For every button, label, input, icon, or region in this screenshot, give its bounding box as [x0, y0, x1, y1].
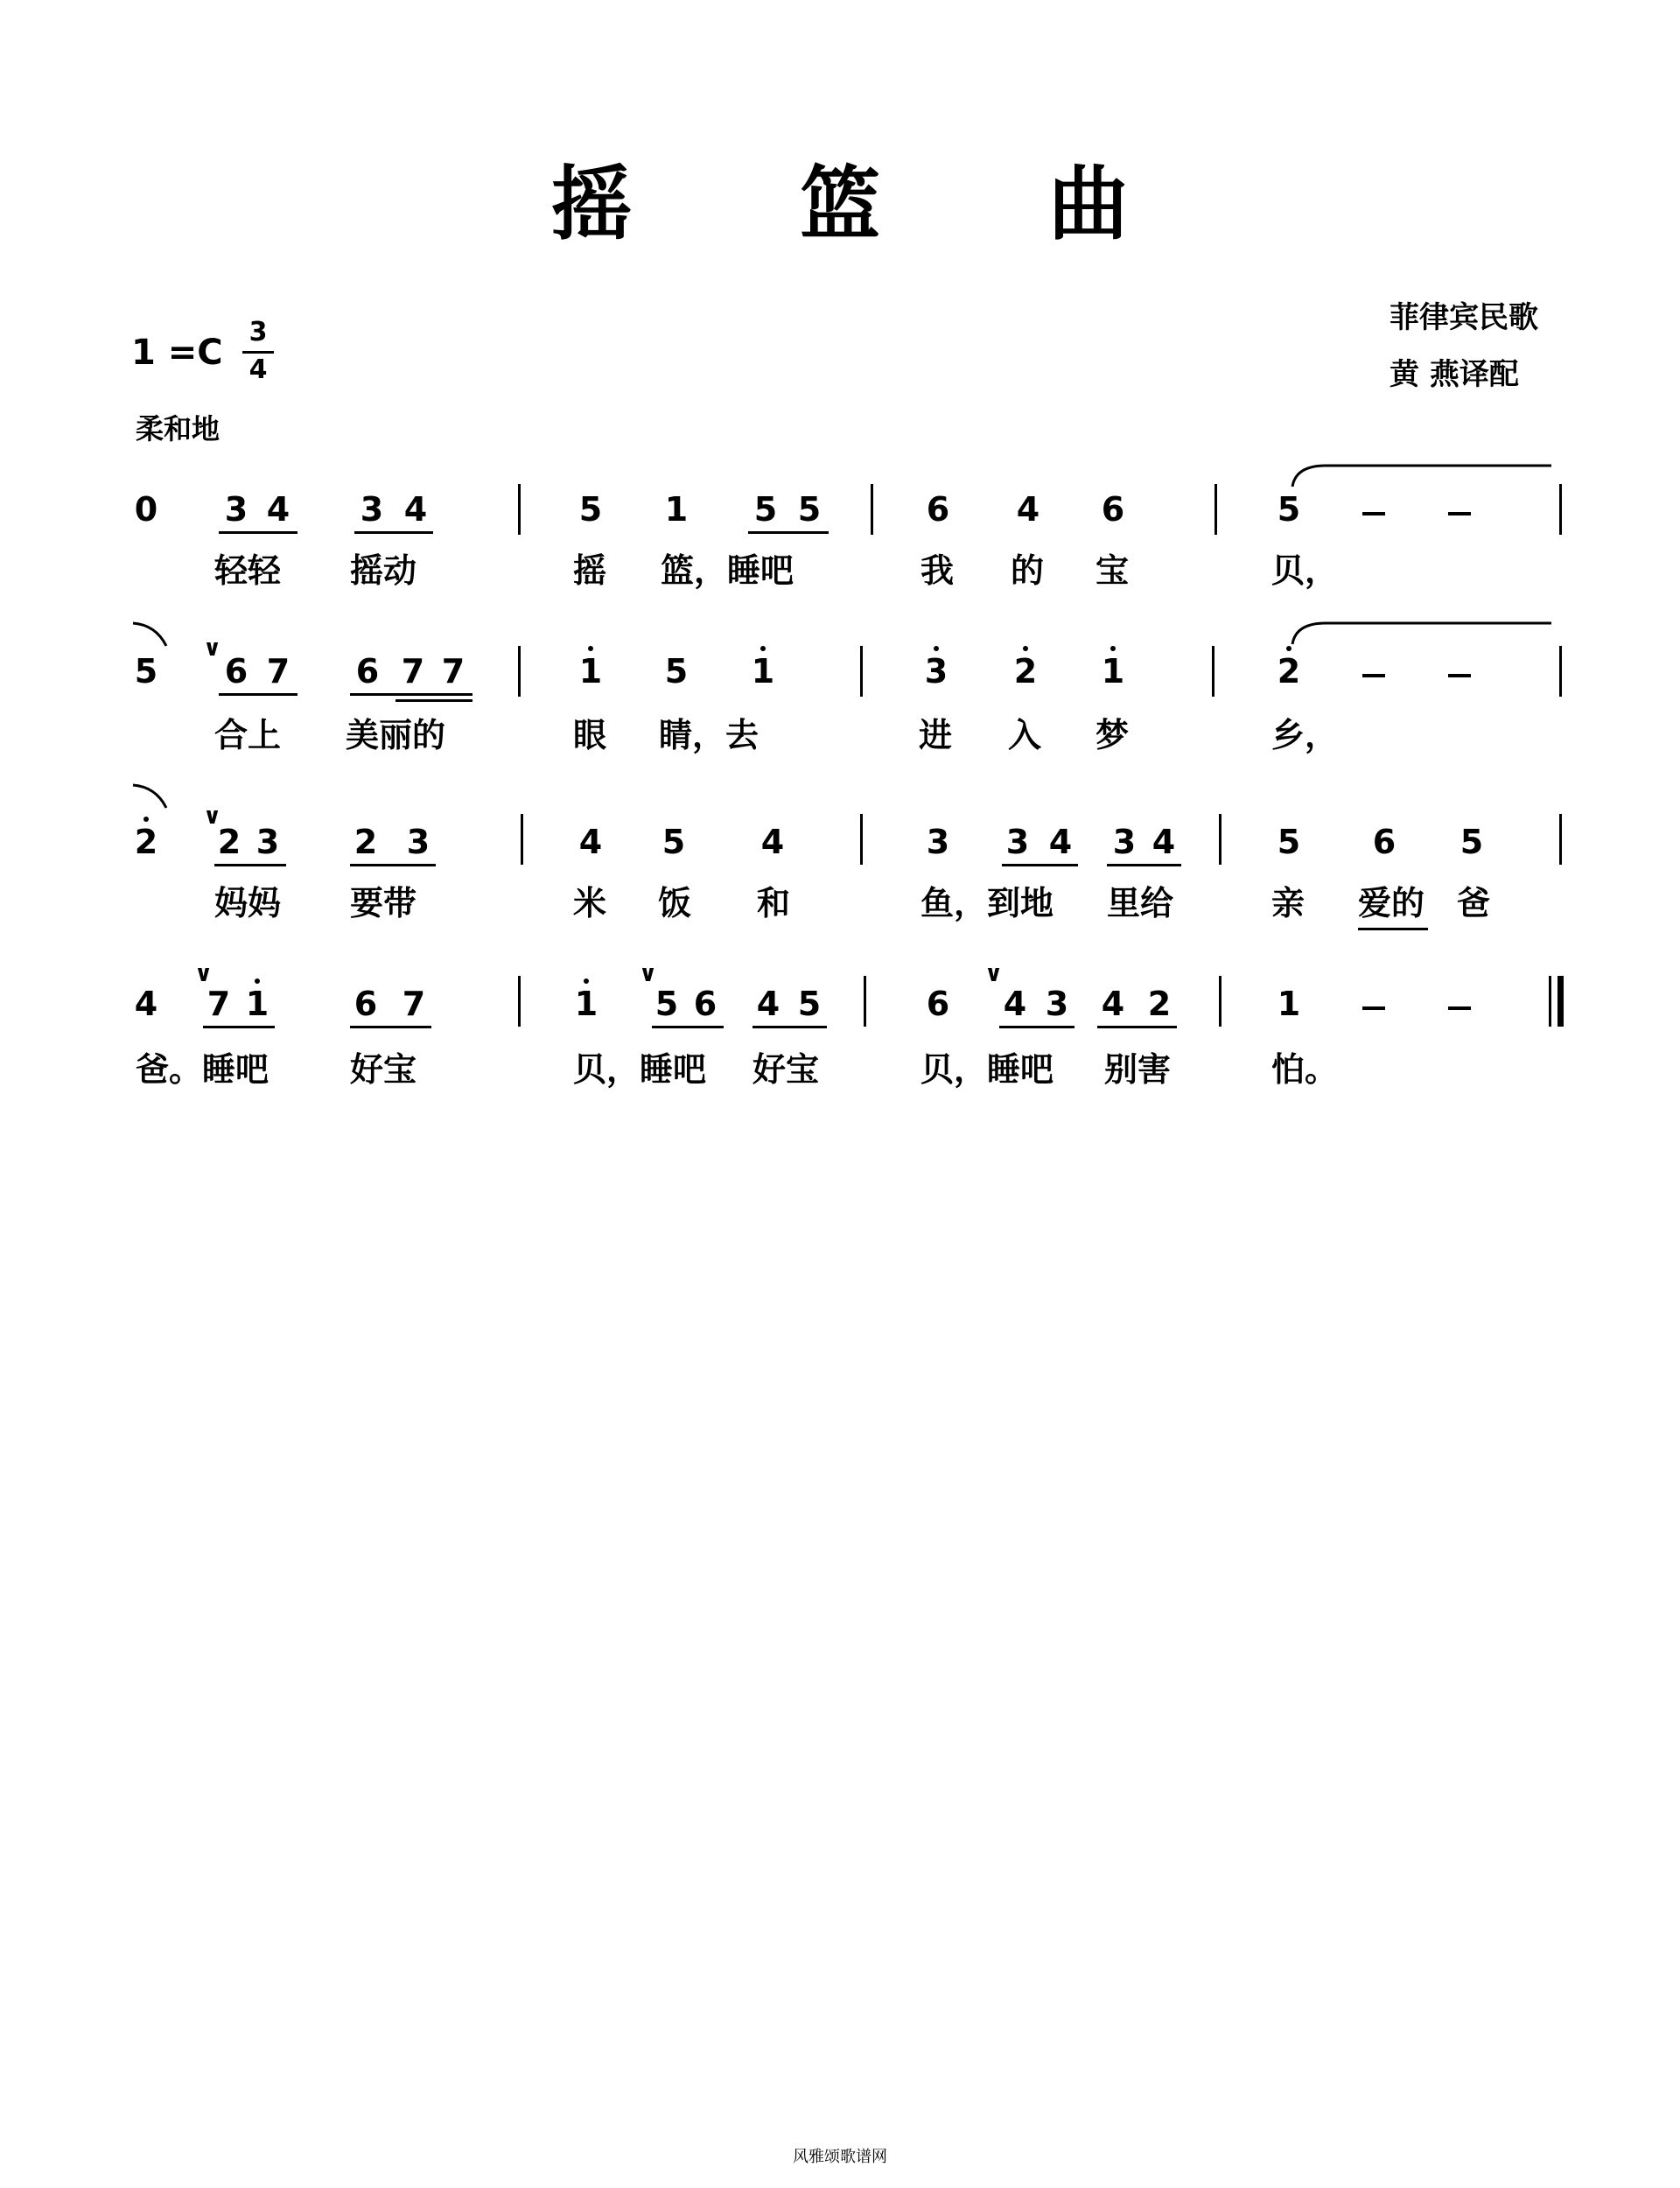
note: 4 — [1048, 823, 1073, 861]
note: 7 — [401, 652, 425, 691]
barline — [518, 646, 521, 697]
beat-underline — [350, 864, 436, 866]
lyric: 别害 — [1104, 1050, 1172, 1089]
note: 4 — [1016, 490, 1040, 529]
lyric: 宝 — [1096, 551, 1130, 590]
beat-underline — [652, 1026, 724, 1028]
lyric: 篮，睡吧 — [661, 551, 794, 590]
beat-underline — [203, 1026, 275, 1028]
beat-underline — [752, 1026, 827, 1028]
lyric: 饭 — [658, 884, 692, 922]
lyric: 乡， — [1271, 716, 1339, 754]
sustain-dash — [1362, 674, 1385, 677]
note: 4 — [403, 490, 428, 529]
lyric: 合上 — [214, 716, 282, 754]
lyric: 的 — [1011, 551, 1045, 590]
note: 6 — [693, 985, 718, 1023]
note: 4 — [756, 985, 780, 1023]
note: 5 — [134, 652, 158, 691]
note: 1 — [574, 985, 598, 1023]
lyric: 我 — [920, 551, 955, 590]
sustain-dash — [1448, 674, 1471, 677]
lyric: 美丽的 — [346, 716, 446, 754]
note: 0 — [134, 490, 158, 529]
beat-underline — [219, 693, 298, 696]
slur-end-mark — [131, 782, 175, 811]
translator-credit: 黄 燕译配 — [1390, 357, 1519, 392]
octave-dot — [934, 646, 939, 651]
note: 1 — [578, 652, 603, 691]
barline — [1559, 484, 1562, 535]
slur-end-mark — [131, 620, 175, 649]
lyric: 亲 — [1271, 884, 1306, 922]
note: 1 — [245, 985, 270, 1023]
note: 3 — [1112, 823, 1137, 861]
note: 2 — [1277, 652, 1301, 691]
footer-watermark: 风雅颂歌谱网 — [793, 2148, 887, 2166]
note: 1 — [1277, 985, 1301, 1023]
barline — [1559, 814, 1562, 865]
note: 1 — [751, 652, 775, 691]
note: 1 — [664, 490, 689, 529]
beat-underline — [999, 1026, 1074, 1028]
octave-dot — [255, 978, 260, 984]
lyric: 米 — [573, 884, 607, 922]
note: 5 — [662, 823, 686, 861]
lyric: 摇动 — [350, 551, 417, 590]
lyric: 梦 — [1096, 716, 1130, 754]
lyric: 鱼，到地 — [920, 884, 1054, 922]
breath-mark: ∨ — [984, 961, 1004, 987]
note: 7 — [402, 985, 426, 1023]
lyric: 和 — [757, 884, 791, 922]
octave-dot — [588, 646, 593, 651]
origin-credit: 菲律宾民歌 — [1390, 300, 1538, 335]
barline — [521, 814, 523, 865]
note: 3 — [224, 490, 248, 529]
beat-underline — [350, 1026, 431, 1028]
note: 4 — [1101, 985, 1125, 1023]
beat-underline — [1002, 864, 1078, 866]
note: 2 — [1147, 985, 1172, 1023]
note: 3 — [1005, 823, 1030, 861]
note: 7 — [441, 652, 466, 691]
breath-mark: ∨ — [639, 961, 658, 987]
note: 6 — [926, 490, 950, 529]
octave-dot — [584, 978, 589, 984]
note: 3 — [924, 652, 948, 691]
lyric: 爸。睡吧 — [136, 1050, 270, 1089]
note: 4 — [1003, 985, 1027, 1023]
lyric: 进 — [919, 716, 953, 754]
lyric: 睛，去 — [659, 716, 760, 754]
barline — [1559, 646, 1562, 697]
breath-mark: ∨ — [203, 803, 222, 830]
lyric-underline — [1358, 928, 1428, 930]
sustain-dash — [1362, 512, 1385, 515]
note: 6 — [1101, 490, 1125, 529]
final-barline-thick — [1558, 976, 1564, 1027]
beat-underline — [1107, 864, 1181, 866]
song-title: 摇 篮 曲 — [550, 158, 1200, 251]
beat-underline — [354, 531, 433, 534]
breath-mark: ∨ — [194, 961, 214, 987]
note: 4 — [134, 985, 158, 1023]
beat-underline — [214, 864, 286, 866]
octave-dot — [1110, 646, 1116, 651]
time-signature-line — [242, 351, 274, 354]
lyric: 里给 — [1107, 884, 1174, 922]
note: 6 — [224, 652, 248, 691]
note: 7 — [206, 985, 231, 1023]
sustain-dash — [1448, 512, 1471, 515]
key-signature: 1 =C — [131, 333, 223, 373]
note: 6 — [1372, 823, 1396, 861]
final-barline-thin — [1549, 976, 1551, 1027]
note: 5 — [664, 652, 689, 691]
barline — [518, 484, 521, 535]
note: 4 — [266, 490, 290, 529]
note: 6 — [354, 985, 378, 1023]
beat-underline — [396, 699, 472, 702]
note: 6 — [355, 652, 380, 691]
barline — [1219, 814, 1222, 865]
lyric: 好宝 — [350, 1050, 417, 1089]
note: 3 — [256, 823, 280, 861]
tie-mark — [1291, 620, 1553, 646]
breath-mark: ∨ — [203, 635, 222, 662]
barline — [860, 646, 863, 697]
note: 1 — [1101, 652, 1125, 691]
barline — [1212, 646, 1214, 697]
note: 5 — [797, 490, 822, 529]
note: 5 — [654, 985, 679, 1023]
lyric: 贝，睡吧 — [573, 1050, 707, 1089]
lyric: 爸 — [1457, 884, 1491, 922]
lyric: 怕。 — [1271, 1050, 1339, 1089]
time-signature-top: 3 — [248, 317, 268, 347]
lyric: 妈妈 — [214, 884, 282, 922]
barline — [1214, 484, 1217, 535]
octave-dot — [1286, 646, 1292, 651]
lyric: 轻轻 — [214, 551, 282, 590]
time-signature-bottom: 4 — [248, 354, 268, 385]
lyric: 入 — [1008, 716, 1042, 754]
octave-dot — [144, 817, 149, 822]
beat-underline — [1097, 1026, 1177, 1028]
lyric: 摇 — [573, 551, 607, 590]
beat-underline — [219, 531, 298, 534]
octave-dot — [1023, 646, 1028, 651]
lyric: 贝，睡吧 — [920, 1050, 1054, 1089]
octave-dot — [760, 646, 766, 651]
barline — [518, 976, 521, 1027]
lyric: 好宝 — [752, 1050, 820, 1089]
note: 5 — [1277, 490, 1301, 529]
note: 4 — [760, 823, 785, 861]
lyric: 贝， — [1271, 551, 1339, 590]
note: 3 — [360, 490, 384, 529]
lyric: 要带 — [350, 884, 417, 922]
note: 3 — [926, 823, 950, 861]
barline — [864, 976, 866, 1027]
note: 3 — [406, 823, 430, 861]
note: 4 — [1152, 823, 1176, 861]
note: 2 — [1013, 652, 1038, 691]
note: 6 — [926, 985, 950, 1023]
note: 2 — [354, 823, 378, 861]
lyric: 眼 — [573, 716, 607, 754]
barline — [871, 484, 873, 535]
beat-underline — [350, 693, 472, 696]
tempo-marking: 柔和地 — [136, 412, 220, 445]
barline — [860, 814, 863, 865]
note: 2 — [217, 823, 242, 861]
note: 5 — [753, 490, 778, 529]
note: 5 — [1460, 823, 1484, 861]
lyric: 爱的 — [1358, 884, 1425, 922]
note: 7 — [266, 652, 290, 691]
beat-underline — [748, 531, 829, 534]
note: 5 — [797, 985, 822, 1023]
barline — [1219, 976, 1222, 1027]
note: 5 — [578, 490, 603, 529]
tie-mark — [1291, 462, 1553, 488]
sustain-dash — [1448, 1006, 1471, 1010]
note: 2 — [134, 823, 158, 861]
note: 4 — [578, 823, 603, 861]
note: 5 — [1277, 823, 1301, 861]
note: 3 — [1045, 985, 1069, 1023]
sustain-dash — [1362, 1006, 1385, 1010]
